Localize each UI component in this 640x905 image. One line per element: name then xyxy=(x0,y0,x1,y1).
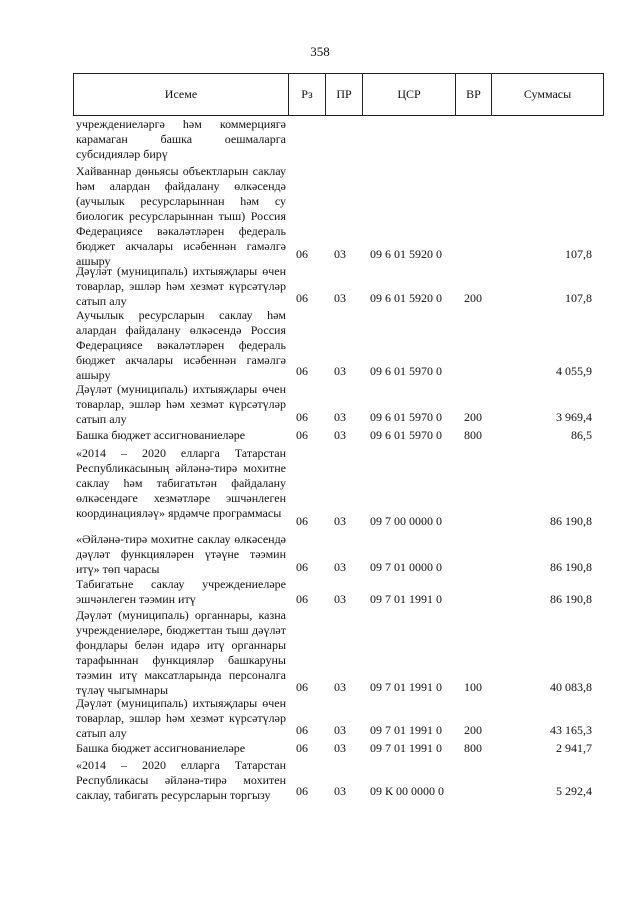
row-rz: 06 xyxy=(296,428,308,442)
row-sum: 107,8 xyxy=(565,247,592,261)
row-csr: 09 7 01 1991 0 xyxy=(370,680,442,694)
row-csr: 09 6 01 5920 0 xyxy=(370,247,442,261)
row-pr: 03 xyxy=(334,723,346,737)
row-sum: 5 292,4 xyxy=(556,784,592,798)
row-sum: 3 969,4 xyxy=(556,410,592,424)
row-sum: 107,8 xyxy=(565,291,592,305)
row-csr: 09 6 01 5970 0 xyxy=(370,364,442,378)
row-rz: 06 xyxy=(296,723,308,737)
row-pr: 03 xyxy=(334,741,346,755)
row-pr: 03 xyxy=(334,514,346,528)
column-header-rz: Рз xyxy=(289,74,326,115)
row-pr: 03 xyxy=(334,680,346,694)
row-csr: 09 6 01 5920 0 xyxy=(370,291,442,305)
row-vr: 100 xyxy=(464,680,482,694)
column-header-vr: ВР xyxy=(456,74,492,115)
row-csr: 09 7 01 1991 0 xyxy=(370,592,442,606)
row-sum: 43 165,3 xyxy=(550,723,592,737)
column-header-name: Исеме xyxy=(74,74,289,115)
row-pr: 03 xyxy=(334,784,346,798)
row-sum: 40 083,8 xyxy=(550,680,592,694)
row-rz: 06 xyxy=(296,741,308,755)
row-pr: 03 xyxy=(334,428,346,442)
row-pr: 03 xyxy=(334,291,346,305)
row-name: Хайваннар дөньясы объектларын саклау һәм алардан файдалану өлкәсендә (аучылык ресурсларыннан һәм су биологик ресурсларыннан тыш) Россия Федерациясе вәкаләтләрен федераль бюджет акчалары исәбеннән гамәлгә ашыру xyxy=(76,164,286,268)
row-rz: 06 xyxy=(296,680,308,694)
row-pr: 03 xyxy=(334,410,346,424)
row-pr: 03 xyxy=(334,560,346,574)
row-sum: 2 941,7 xyxy=(556,741,592,755)
row-name: Дәүләт (муниципаль) ихтыяҗлары өчен товарлар, эшләр һәм хезмәт күрсәтүләр сатып алу xyxy=(76,382,286,426)
page-number: 358 xyxy=(310,44,330,59)
row-sum: 86 190,8 xyxy=(550,592,592,606)
column-header-sum: Суммасы xyxy=(523,87,572,101)
row-name: Дәүләт (муниципаль) ихтыяҗлары өчен товарлар, эшләр һәм хезмәт күрсәтүләр сатып алу xyxy=(76,696,286,740)
row-csr: 09 К 00 0000 0 xyxy=(370,784,445,798)
row-vr: 200 xyxy=(464,723,482,737)
row-sum: 4 055,9 xyxy=(556,364,592,378)
column-header-pr: ПР xyxy=(326,74,363,115)
row-name: «Әйләнә-тирә мохитне саклау өлкәсендә дәүләт функцияләрен үтәүне тәэмин итү» төп чарасы xyxy=(76,532,286,576)
row-rz: 06 xyxy=(296,291,308,305)
row-rz: 06 xyxy=(296,410,308,424)
row-pr: 03 xyxy=(334,364,346,378)
row-name: «2014 – 2020 елларга Татарстан Республикасы әйләнә-тирә мохитен саклау, табигать ресурсларын торгызу xyxy=(76,758,286,802)
row-pr: 03 xyxy=(334,247,346,261)
row-sum: 86 190,8 xyxy=(550,514,592,528)
row-name: «2014 – 2020 елларга Татарстан Республикасының әйләнә-тирә мохитне саклау һәм табигатьтән файдалану өлкәсендәге хезмәтләре эшчәнлеген координацияләү» ярдәмче программасы xyxy=(76,446,286,520)
row-name: Дәүләт (муниципаль) органнары, казна учреждениеләре, бюджеттан тыш дәүләт фондлары белән идарә итү органнары тарафыннан функцияләр башкаруны тәэмин итү максатларында персоналга түләү чыгымнары xyxy=(76,608,286,697)
row-name: Дәүләт (муниципаль) ихтыяҗлары өчен товарлар, эшләр һәм хезмәт күрсәтүләр сатып алу xyxy=(76,264,286,308)
row-csr: 09 6 01 5970 0 xyxy=(370,410,442,424)
row-sum: 86,5 xyxy=(571,428,592,442)
row-name: Аучылык ресурсларын саклау һәм алардан файдалану өлкәсендә Россия Федерациясе вәкаләтләрен федераль бюджет акчалары исәбеннән гамәлгә ашыру xyxy=(76,308,286,382)
row-vr: 800 xyxy=(464,428,482,442)
row-pr: 03 xyxy=(334,592,346,606)
row-csr: 09 7 01 1991 0 xyxy=(370,741,442,755)
row-csr: 09 7 01 0000 0 xyxy=(370,560,442,574)
row-vr: 200 xyxy=(464,291,482,305)
row-rz: 06 xyxy=(296,592,308,606)
table-header xyxy=(73,73,604,116)
row-rz: 06 xyxy=(296,784,308,798)
row-vr: 800 xyxy=(464,741,482,755)
row-rz: 06 xyxy=(296,364,308,378)
row-name: Табигатьне саклау учреждениеләре эшчәнлеген тәэмин итү xyxy=(76,577,286,606)
row-csr: 09 7 01 1991 0 xyxy=(370,723,442,737)
row-vr: 200 xyxy=(464,410,482,424)
row-sum: 86 190,8 xyxy=(550,560,592,574)
row-csr: 09 6 01 5970 0 xyxy=(370,428,442,442)
row-rz: 06 xyxy=(296,560,308,574)
row-name: учреждениеләргә һәм коммерциягә карамаган башка оешмаларга субсидияләр бирү xyxy=(76,117,286,161)
row-name: Башка бюджет ассигнованиеләре xyxy=(76,741,246,755)
row-rz: 06 xyxy=(296,514,308,528)
row-rz: 06 xyxy=(296,247,308,261)
row-name: Башка бюджет ассигнованиеләре xyxy=(76,428,246,442)
row-csr: 09 7 00 0000 0 xyxy=(370,514,442,528)
column-header-csr: ЦСР xyxy=(363,74,456,115)
